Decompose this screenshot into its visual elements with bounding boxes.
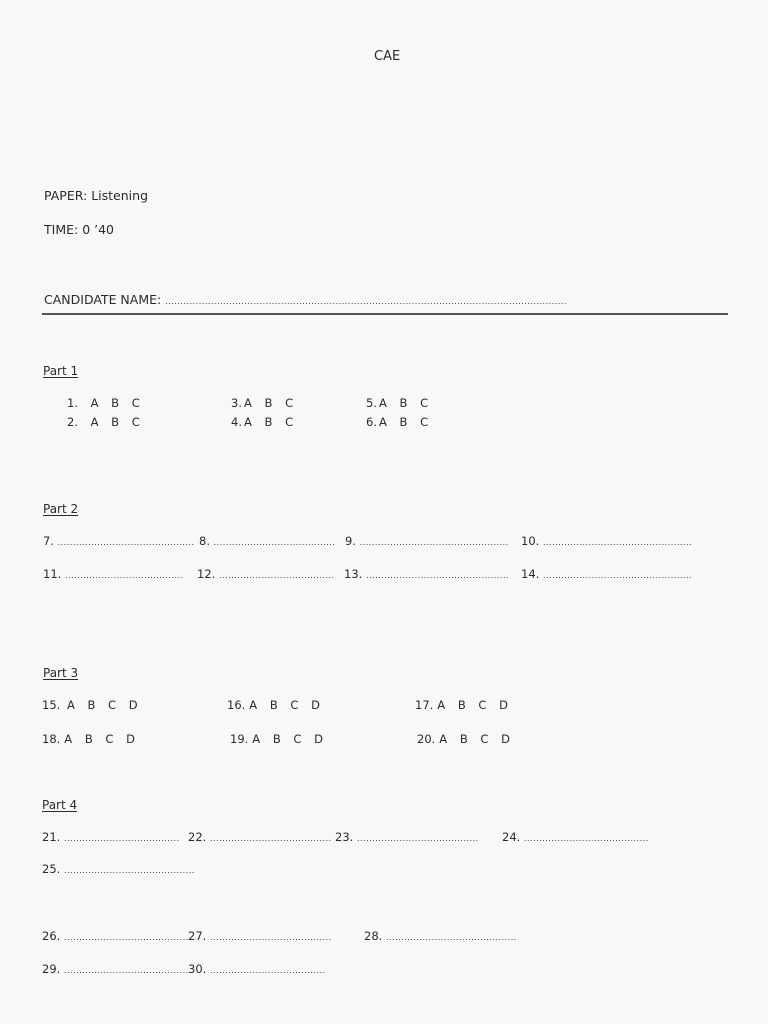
answer-field-14[interactable]: 14. ................................................. xyxy=(521,567,693,581)
answer-field-22[interactable]: 22. ........................................ xyxy=(188,830,332,844)
part1-title: Part 1 xyxy=(43,364,79,378)
answer-field-24[interactable]: 24. ......................................... xyxy=(502,830,649,844)
answer-field-12[interactable]: 12. ...................................... xyxy=(197,567,335,581)
paper-label: PAPER: Listening xyxy=(44,188,149,203)
part1-item-5[interactable]: 5. A B C xyxy=(366,396,429,410)
answer-field-25[interactable]: 25. ........................................... xyxy=(42,862,195,876)
option-b[interactable]: B xyxy=(399,396,408,410)
option-c[interactable]: C xyxy=(285,415,294,429)
part3-item-15[interactable]: 15. A B C D xyxy=(42,698,138,712)
answer-field-8[interactable]: 8. ........................................ xyxy=(199,534,336,548)
page-title: CAE xyxy=(374,49,401,64)
option-a[interactable]: A xyxy=(90,396,99,410)
option-c[interactable]: C xyxy=(478,698,487,712)
answer-field-13[interactable]: 13. ............................................... xyxy=(344,567,509,581)
option-b[interactable]: B xyxy=(111,396,120,410)
option-a[interactable]: A xyxy=(378,396,387,410)
part2-title: Part 2 xyxy=(43,502,79,516)
option-a[interactable]: A xyxy=(66,698,75,712)
answer-field-10[interactable]: 10. ................................................. xyxy=(521,534,693,548)
option-a[interactable]: A xyxy=(243,396,252,410)
answer-field-7[interactable]: 7. ............................................. xyxy=(43,534,195,548)
option-b[interactable]: B xyxy=(264,415,273,429)
option-d[interactable]: D xyxy=(128,698,138,712)
option-d[interactable]: D xyxy=(311,698,320,712)
answer-field-28[interactable]: 28. ........................................... xyxy=(364,929,517,943)
part3-item-17[interactable]: 17. A B C D xyxy=(415,698,508,712)
option-c[interactable]: C xyxy=(285,396,294,410)
option-b[interactable]: B xyxy=(111,415,120,429)
part3-title: Part 3 xyxy=(43,666,79,680)
option-d[interactable]: D xyxy=(126,732,135,746)
option-c[interactable]: C xyxy=(108,698,117,712)
option-c[interactable]: C xyxy=(105,732,114,746)
part3-item-18[interactable]: 18. A B C D xyxy=(42,732,135,746)
option-a[interactable]: A xyxy=(243,415,252,429)
answer-field-21[interactable]: 21. ...................................... xyxy=(42,830,180,844)
option-c[interactable]: C xyxy=(420,415,429,429)
option-b[interactable]: B xyxy=(399,415,408,429)
option-b[interactable]: B xyxy=(459,732,468,746)
option-b[interactable]: B xyxy=(457,698,466,712)
option-b[interactable]: B xyxy=(264,396,273,410)
option-a[interactable]: A xyxy=(439,732,448,746)
option-b[interactable]: B xyxy=(84,732,93,746)
option-b[interactable]: B xyxy=(269,698,278,712)
option-d[interactable]: D xyxy=(499,698,508,712)
answer-field-11[interactable]: 11. ....................................... xyxy=(43,567,184,581)
part1-item-6[interactable]: 6. A B C xyxy=(366,415,429,429)
option-a[interactable]: A xyxy=(90,415,99,429)
part1-item-3[interactable]: 3. A B C xyxy=(231,396,294,410)
part1-item-1[interactable]: 1. A B C xyxy=(67,396,140,410)
option-c[interactable]: C xyxy=(420,396,429,410)
part1-item-4[interactable]: 4. A B C xyxy=(231,415,294,429)
answer-field-9[interactable]: 9. ................................................. xyxy=(345,534,509,548)
answer-field-26[interactable]: 26. ......................................... xyxy=(42,929,189,943)
option-b[interactable]: B xyxy=(272,732,281,746)
option-c[interactable]: C xyxy=(131,396,140,410)
part3-item-20[interactable]: 20. A B C D xyxy=(417,732,510,746)
part3-item-16[interactable]: 16. A B C D xyxy=(227,698,320,712)
answer-field-27[interactable]: 27. ........................................ xyxy=(188,929,332,943)
option-a[interactable]: A xyxy=(252,732,261,746)
option-c[interactable]: C xyxy=(290,698,299,712)
candidate-name-label: CANDIDATE NAME: xyxy=(44,292,166,307)
header-divider xyxy=(42,313,728,315)
option-a[interactable]: A xyxy=(64,732,73,746)
candidate-name-field[interactable] xyxy=(44,294,567,307)
candidate-name-dots: .................................................................................................................................... xyxy=(165,297,567,306)
answer-field-30[interactable]: 30. ...................................... xyxy=(188,962,326,976)
time-label: TIME: 0 ’40 xyxy=(44,222,114,237)
option-a[interactable]: A xyxy=(249,698,258,712)
answer-field-23[interactable]: 23. ........................................ xyxy=(335,830,479,844)
part3-item-19[interactable]: 19. A B C D xyxy=(230,732,323,746)
option-a[interactable]: A xyxy=(378,415,387,429)
option-d[interactable]: D xyxy=(501,732,510,746)
option-c[interactable]: C xyxy=(480,732,489,746)
option-d[interactable]: D xyxy=(314,732,323,746)
option-a[interactable]: A xyxy=(437,698,446,712)
option-c[interactable]: C xyxy=(131,415,140,429)
answer-field-29[interactable]: 29. ......................................... xyxy=(42,962,189,976)
part4-title: Part 4 xyxy=(42,798,78,812)
part1-item-2[interactable]: 2. A B C xyxy=(67,415,140,429)
option-c[interactable]: C xyxy=(293,732,302,746)
option-b[interactable]: B xyxy=(87,698,96,712)
